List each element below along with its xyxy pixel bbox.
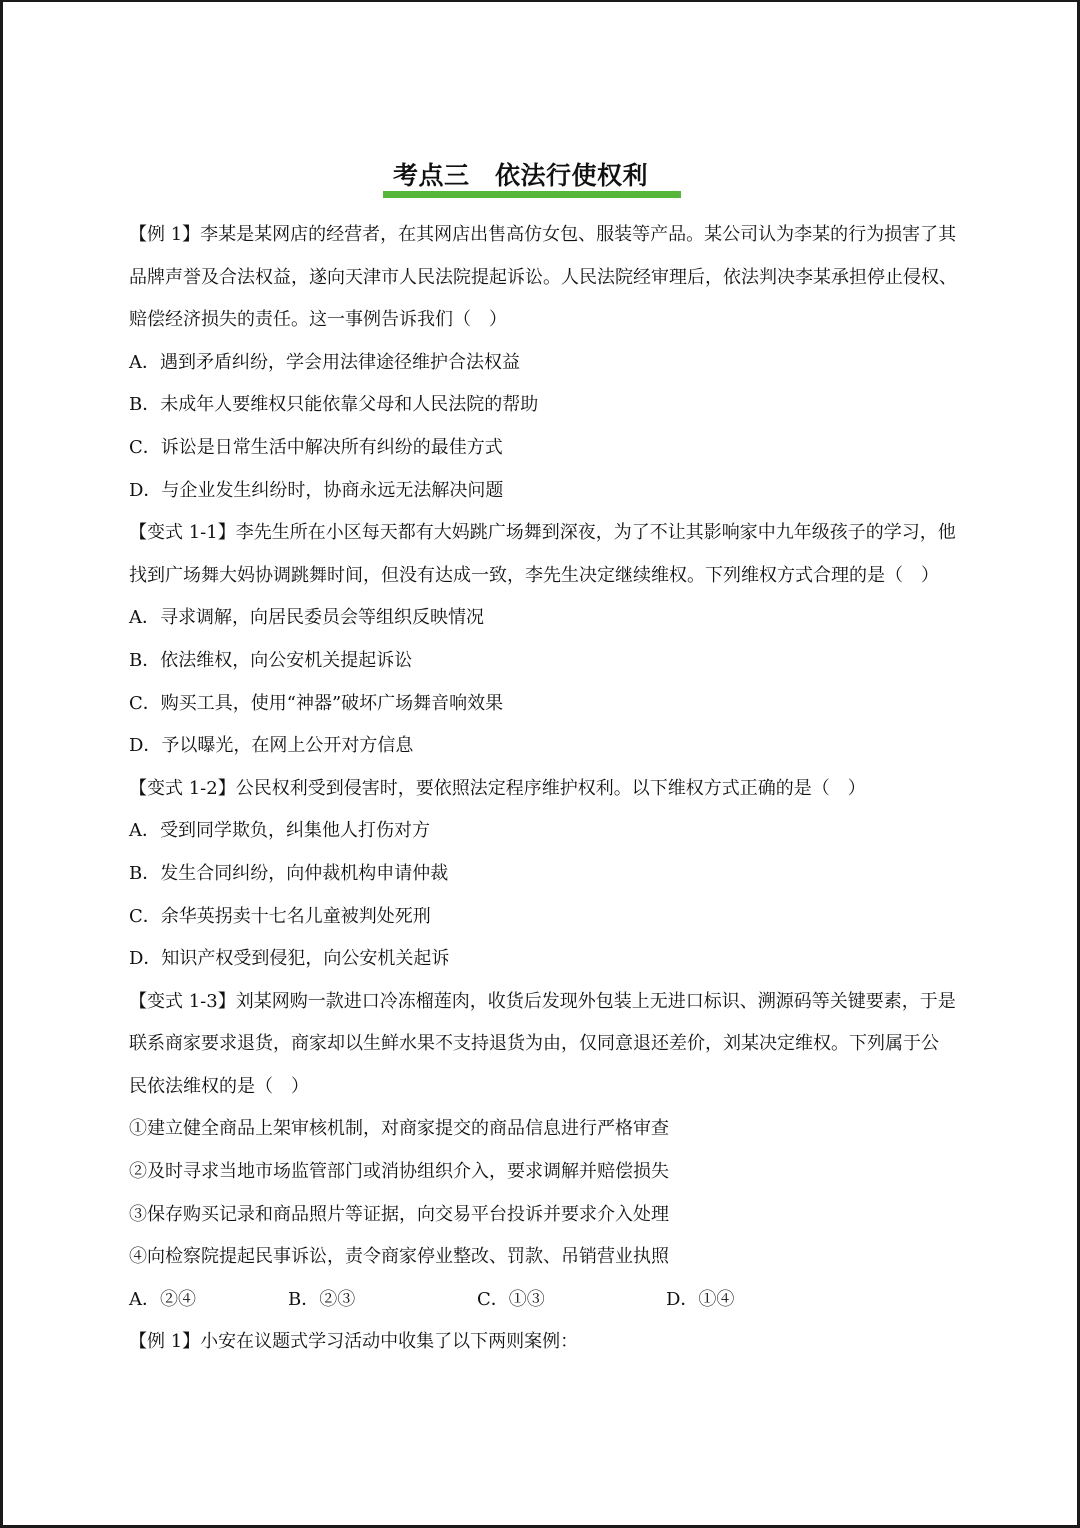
answer-option-d: D．①④ [666, 1288, 735, 1310]
section-title: 考点三 依法行使权利 [393, 161, 649, 190]
answer-option-c: C．余华英拐卖十七名儿童被判处死刑 [129, 905, 431, 927]
question-stem-line: 民依法维权的是（ ） [129, 1075, 309, 1097]
statement-item-1: ①建立健全商品上架审核机制，对商家提交的商品信息进行严格审查 [129, 1118, 669, 1140]
answer-option-c: C．①③ [477, 1288, 545, 1310]
answer-option-a: A．②④ [129, 1288, 196, 1310]
statement-item-2: ②及时寻求当地市场监管部门或消协组织介入，要求调解并赔偿损失 [129, 1161, 669, 1183]
question-stem-line: 【变式 1-1】李先生所在小区每天都有大妈跳广场舞到深夜，为了不让其影响家中九年级孩子的学习，他 [129, 522, 956, 544]
answer-option-b: B．②③ [288, 1288, 356, 1310]
answer-option-b: B．未成年人要维权只能依靠父母和人民法院的帮助 [129, 394, 539, 416]
section-heading [383, 156, 681, 204]
answer-option-a: A．遇到矛盾纠纷，学会用法律途径维护合法权益 [129, 351, 520, 373]
statement-item-4: ④向检察院提起民事诉讼，责令商家停业整改、罚款、吊销营业执照 [129, 1246, 669, 1268]
question-stem-line: 【例 1】小安在议题式学习活动中收集了以下两则案例： [129, 1331, 579, 1353]
question-variant-1-1 [129, 512, 999, 768]
question-stem-line: 【例 1】李某是某网店的经营者，在其网店出售高仿女包、服装等产品。某公司认为李某的行为损害了其 [129, 224, 957, 245]
question-stem-line: 品牌声誉及合法权益，遂向天津市人民法院提起诉讼。人民法院经审理后，依法判决李某承担停止侵权、 [129, 266, 957, 288]
answer-option-d: D．予以曝光，在网上公开对方信息 [129, 735, 414, 757]
document-body [129, 214, 999, 1364]
answer-option-c: C．购买工具，使用“神器”破坏广场舞音响效果 [129, 692, 504, 714]
question-stem-line: 赔偿经济损失的责任。这一事例告诉我们（ ） [129, 309, 507, 331]
question-stem-line: 【变式 1-3】刘某网购一款进口冷冻榴莲肉，收货后发现外包装上无进口标识、溯源码等关键要素，于是 [129, 990, 956, 1012]
answer-option-a: A．受到同学欺负，纠集他人打伤对方 [129, 820, 430, 842]
answer-options-row [129, 1279, 999, 1322]
question-stem-line: 联系商家要求退货，商家却以生鲜水果不支持退货为由，仅同意退还差价，刘某决定维权。下列属于公 [129, 1033, 939, 1055]
question-stem-line: 找到广场舞大妈协调跳舞时间，但没有达成一致，李先生决定继续维权。下列维权方式合理的是（ ） [129, 564, 939, 586]
answer-option-a: A．寻求调解，向居民委员会等组织反映情况 [129, 607, 484, 629]
answer-option-c: C．诉讼是日常生活中解决所有纠纷的最佳方式 [129, 436, 503, 458]
question-example-1-second [129, 1321, 999, 1364]
question-variant-1-3 [129, 981, 999, 1322]
answer-option-b: B．依法维权，向公安机关提起诉讼 [129, 649, 413, 671]
question-variant-1-2 [129, 768, 999, 981]
question-stem-line: 【变式 1-2】公民权利受到侵害时，要依照法定程序维护权利。以下维权方式正确的是（ ） [129, 777, 866, 799]
answer-option-d: D．知识产权受到侵犯，向公安机关起诉 [129, 948, 450, 970]
question-example-1 [129, 214, 999, 512]
answer-option-b: B．发生合同纠纷，向仲裁机构申请仲裁 [129, 862, 449, 884]
title-underline-bar [383, 191, 681, 198]
statement-item-3: ③保存购买记录和商品照片等证据，向交易平台投诉并要求介入处理 [129, 1203, 669, 1225]
answer-option-d: D．与企业发生纠纷时，协商永远无法解决问题 [129, 479, 504, 501]
